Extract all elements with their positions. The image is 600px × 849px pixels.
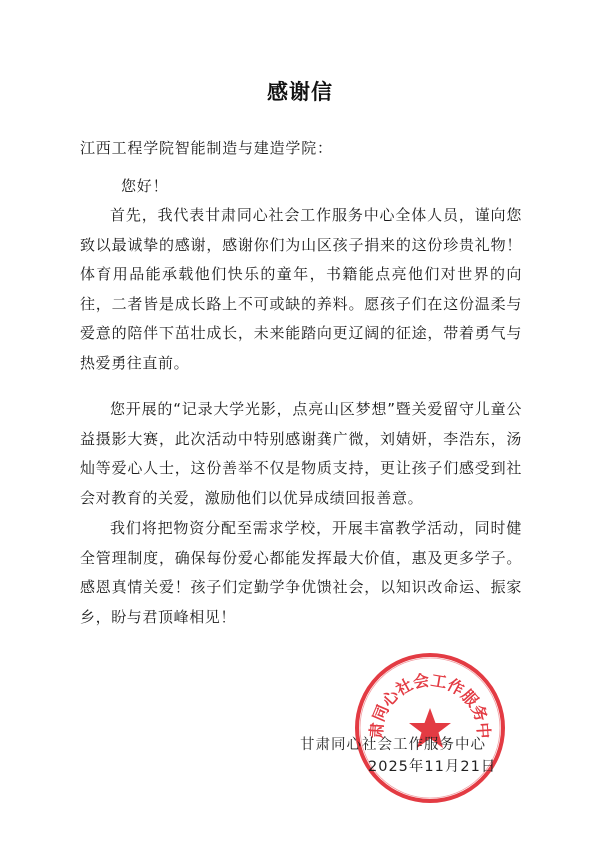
body-paragraph-1: 首先，我代表甘肃同心社会工作服务中心全体人员，谨向您致以最诚挚的感谢，感谢你们为山区孩子捐来的这份珍贵礼物！体育用品能承载他们快乐的童年，书籍能点亮他们对世界的向往，二者皆是成长路上不可或缺的养料。愿孩子们在这份温柔与爱意的陪伴下茁壮成长，未来能踏向更辽阔的征途，带着勇气与热爱勇往直前。 bbox=[80, 206, 522, 372]
recipient-line: 江西工程学院智能制造与建造学院： bbox=[80, 139, 333, 157]
date-line: 2025年11月21日 bbox=[368, 759, 497, 775]
body-paragraph-2: 您开展的“记录大学光影，点亮山区梦想”暨关爱留守儿童公益摄影大赛，此次活动中特别感谢龚广微，刘婧妍，李浩东，汤灿等爱心人士，这份善举不仅是物质支持，更让孩子们感受到社会对教育的关爱，激励他们以优异成绩回报善意。 bbox=[80, 400, 522, 507]
body-paragraph-3: 我们将把物资分配至需求学校，开展丰富教学活动，同时健全管理制度，确保每份爱心都能发挥最大价值，惠及更多学子。感恩真情关爱！孩子们定勤学争优馈社会，以知识改命运、振家乡，盼与君顶峰相见！ bbox=[80, 519, 522, 626]
seal-text: 肃同心社会工作服务中 bbox=[366, 670, 494, 740]
letter-title: 感谢信 bbox=[267, 80, 333, 104]
greeting-line: 您好！ bbox=[121, 177, 169, 195]
official-seal bbox=[352, 650, 508, 806]
signature-line: 甘肃同心社会工作服务中心 bbox=[300, 737, 486, 753]
